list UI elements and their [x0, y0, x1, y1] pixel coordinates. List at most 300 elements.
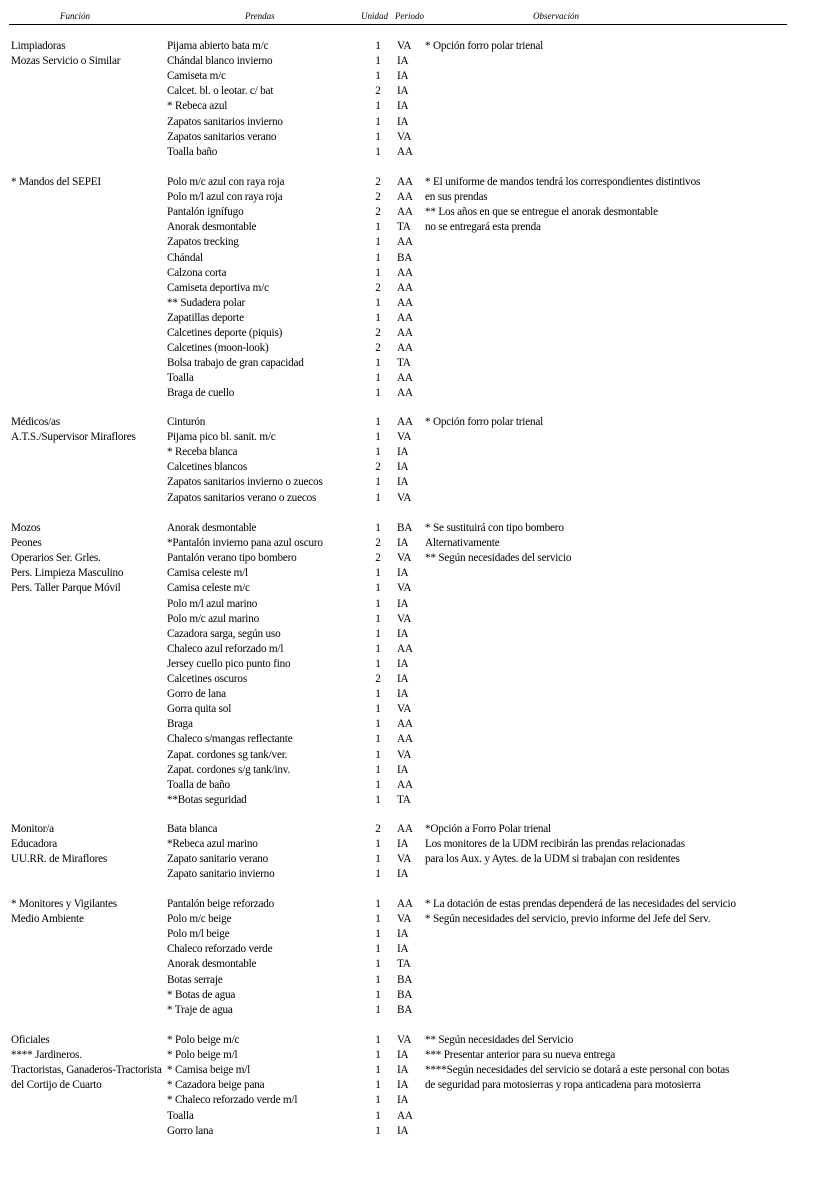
prenda-cell: *Rebeca azul marino	[167, 838, 258, 851]
prenda-cell: Bata blanca	[167, 823, 218, 835]
periodo-cell: IA	[397, 688, 409, 701]
table-row	[0, 39, 816, 54]
funcion-cell: * Mandos del SEPEI	[11, 176, 101, 188]
periodo-cell: VA	[397, 130, 412, 143]
unidad-cell: 1	[375, 567, 381, 580]
periodo-cell: VA	[397, 40, 412, 52]
periodo-cell: AA	[397, 236, 413, 249]
periodo-cell: IA	[397, 70, 409, 83]
periodo-cell: IA	[397, 100, 409, 113]
table-row	[0, 99, 816, 114]
prenda-cell: Polo m/c azul marino	[167, 612, 260, 625]
prenda-cell: Cinturón	[167, 416, 206, 428]
table-row	[0, 687, 816, 702]
table-row	[0, 69, 816, 84]
observacion-cell: * Se sustituirá con tipo bombero	[425, 522, 564, 534]
observacion-cell: * El uniforme de mandos tendrá los correspondientes distintivos	[425, 176, 701, 188]
prenda-cell: * Traje de agua	[167, 1003, 233, 1016]
periodo-cell: AA	[397, 642, 413, 655]
periodo-cell: IA	[397, 1049, 409, 1062]
table-row	[0, 190, 816, 205]
table-row	[0, 54, 816, 69]
prenda-cell: Calzona corta	[167, 266, 227, 279]
prenda-cell: Camiseta deportiva m/c	[167, 281, 269, 294]
unidad-cell: 1	[375, 251, 381, 264]
unidad-cell: 2	[375, 281, 381, 294]
prenda-cell: Pantalón ignífugo	[167, 206, 244, 219]
unidad-cell: 1	[375, 266, 381, 279]
prenda-cell: * Botas de agua	[167, 988, 236, 1001]
prenda-cell: Pantalón beige reforzado	[167, 898, 275, 910]
prenda-cell: Zapatos sanitarios verano	[167, 130, 277, 143]
unidad-cell: 1	[375, 431, 381, 444]
unidad-cell: 1	[375, 868, 381, 881]
prenda-cell: Gorro de lana	[167, 688, 226, 701]
prenda-cell: Calcetines oscuros	[167, 673, 247, 685]
unidad-cell: 1	[375, 733, 381, 746]
periodo-cell: IA	[397, 446, 409, 459]
periodo-cell: IA	[397, 657, 409, 670]
table-row	[0, 430, 816, 445]
funcion-cell: Educadora	[11, 838, 58, 851]
unidad-cell: 1	[375, 778, 381, 791]
prenda-cell: Gorra quita sol	[167, 703, 232, 716]
periodo-cell: VA	[397, 748, 412, 761]
periodo-cell: AA	[397, 266, 413, 279]
prenda-cell: Gorro lana	[167, 1124, 214, 1137]
prenda-cell: Zapatos sanitarios verano o zuecos	[167, 491, 317, 504]
funcion-cell: **** Jardineros.	[11, 1049, 82, 1062]
header-prendas: Prendas	[245, 11, 275, 21]
periodo-cell: IA	[397, 476, 409, 489]
periodo-cell: IA	[397, 461, 409, 474]
unidad-cell: 1	[375, 296, 381, 309]
periodo-cell: VA	[397, 431, 412, 444]
funcion-cell: * Monitores y Vigilantes	[11, 898, 117, 910]
table-row	[0, 341, 816, 356]
periodo-cell: IA	[397, 1094, 409, 1107]
unidad-cell: 2	[375, 176, 381, 188]
observacion-cell: * Opción forro polar trienal	[425, 416, 544, 428]
periodo-cell: IA	[397, 1079, 409, 1092]
observacion-cell: Los monitores de la UDM recibirán las prendas relacionadas	[425, 838, 685, 851]
funcion-cell: Mozas Servicio o Similar	[11, 55, 121, 68]
prenda-cell: Chándal blanco invierno	[167, 55, 273, 68]
unidad-cell: 1	[375, 1064, 381, 1077]
table-row	[0, 837, 816, 852]
table-row	[0, 763, 816, 778]
table-row	[0, 1078, 816, 1093]
prenda-cell: Polo m/l azul con raya roja	[167, 191, 283, 204]
funcion-cell: Oficiales	[11, 1034, 50, 1046]
table-row	[0, 597, 816, 612]
prenda-cell: **Botas seguridad	[167, 793, 247, 806]
observacion-cell: ** Los años en que se entregue el anorak desmontable	[425, 206, 658, 219]
periodo-cell: VA	[397, 853, 412, 866]
prenda-cell: Toalla de baño	[167, 778, 230, 791]
funcion-cell: UU.RR. de Miraflores	[11, 853, 108, 866]
unidad-cell: 1	[375, 988, 381, 1001]
periodo-cell: AA	[397, 296, 413, 309]
table-row	[0, 717, 816, 732]
table-row	[0, 867, 816, 882]
prenda-cell: * Chaleco reforzado verde m/l	[167, 1094, 298, 1107]
prenda-cell: Calcet. bl. o leotar. c/ bat	[167, 85, 274, 98]
unidad-cell: 1	[375, 311, 381, 324]
periodo-cell: VA	[397, 913, 412, 926]
periodo-cell: AA	[397, 327, 413, 339]
table-row	[0, 205, 816, 220]
periodo-cell: AA	[397, 145, 413, 158]
periodo-cell: AA	[397, 191, 413, 204]
table-row	[0, 130, 816, 145]
prenda-cell: Zapatos sanitarios invierno o zuecos	[167, 476, 323, 489]
unidad-cell: 1	[375, 1079, 381, 1092]
observacion-cell: * La dotación de estas prendas dependerá de las necesidades del servicio	[425, 898, 736, 910]
periodo-cell: AA	[397, 372, 413, 385]
prenda-cell: Zapat. cordones s/g tank/inv.	[167, 763, 291, 776]
prenda-cell: Braga de cuello	[167, 387, 235, 400]
periodo-cell: IA	[397, 597, 409, 610]
observacion-cell: ** Según necesidades del servicio	[425, 552, 572, 565]
header-unidad: Unidad	[361, 11, 388, 21]
unidad-cell: 2	[375, 327, 381, 339]
prenda-cell: Zapato sanitario invierno	[167, 868, 275, 881]
unidad-cell: 1	[375, 582, 381, 595]
table-row	[0, 1033, 816, 1048]
periodo-cell: AA	[397, 387, 413, 400]
periodo-cell: IA	[397, 673, 409, 685]
periodo-cell: IA	[397, 115, 409, 128]
unidad-cell: 2	[375, 206, 381, 219]
periodo-cell: AA	[397, 778, 413, 791]
table-row	[0, 1063, 816, 1078]
observacion-cell: Alternativamente	[425, 537, 500, 550]
unidad-cell: 1	[375, 446, 381, 459]
periodo-cell: IA	[397, 55, 409, 68]
funcion-cell: Operarios Ser. Grles.	[11, 552, 101, 565]
periodo-cell: TA	[397, 958, 411, 971]
table-row	[0, 942, 816, 957]
prenda-cell: Chaleco s/mangas reflectante	[167, 733, 293, 746]
unidad-cell: 1	[375, 838, 381, 851]
funcion-cell: del Cortijo de Cuarto	[11, 1079, 102, 1092]
periodo-cell: IA	[397, 1124, 409, 1137]
unidad-cell: 2	[375, 85, 381, 98]
periodo-cell: IA	[397, 1064, 409, 1077]
unidad-cell: 1	[375, 522, 381, 534]
prenda-cell: Calcetines blancos	[167, 461, 247, 474]
table-row	[0, 793, 816, 808]
table-row	[0, 822, 816, 837]
prenda-cell: *Pantalón invierno pana azul oscuro	[167, 537, 323, 550]
prenda-cell: Jersey cuello pico punto fino	[167, 657, 291, 670]
periodo-cell: AA	[397, 1109, 413, 1122]
unidad-cell: 2	[375, 673, 381, 685]
prenda-cell: Calcetines deporte (piquis)	[167, 327, 283, 339]
prenda-cell: Toalla	[167, 372, 194, 385]
header-funcion: Función	[60, 11, 90, 21]
unidad-cell: 1	[375, 130, 381, 143]
unidad-cell: 1	[375, 491, 381, 504]
unidad-cell: 1	[375, 642, 381, 655]
unidad-cell: 1	[375, 476, 381, 489]
periodo-cell: AA	[397, 281, 413, 294]
unidad-cell: 2	[375, 191, 381, 204]
table-row	[0, 897, 816, 912]
table-row	[0, 415, 816, 430]
prenda-cell: Zapatos trecking	[167, 236, 239, 249]
prenda-cell: Chándal	[167, 251, 203, 264]
table-row	[0, 460, 816, 475]
prenda-cell: Polo m/l azul marino	[167, 597, 258, 610]
table-row	[0, 220, 816, 235]
observacion-cell: ** Según necesidades del Servicio	[425, 1034, 574, 1046]
table-row	[0, 251, 816, 266]
table-row	[0, 115, 816, 130]
unidad-cell: 1	[375, 70, 381, 83]
observacion-cell: ****Según necesidades del servicio se dotará a este personal con botas	[425, 1064, 730, 1077]
periodo-cell: IA	[397, 928, 409, 941]
table-row	[0, 1124, 816, 1139]
prenda-cell: Zapatillas deporte	[167, 311, 244, 324]
table-row	[0, 1093, 816, 1108]
unidad-cell: 1	[375, 763, 381, 776]
prenda-cell: Anorak desmontable	[167, 522, 257, 534]
unidad-cell: 1	[375, 973, 381, 986]
unidad-cell: 1	[375, 40, 381, 52]
prenda-cell: Camisa celeste m/l	[167, 567, 248, 580]
periodo-cell: IA	[397, 537, 409, 550]
observacion-cell: * Opción forro polar trienal	[425, 40, 544, 52]
prenda-cell: Camisa celeste m/c	[167, 582, 250, 595]
unidad-cell: 1	[375, 703, 381, 716]
table-row	[0, 957, 816, 972]
prenda-cell: Anorak desmontable	[167, 221, 257, 234]
periodo-cell: BA	[397, 973, 413, 986]
unidad-cell: 1	[375, 853, 381, 866]
periodo-cell: IA	[397, 85, 409, 98]
unidad-cell: 2	[375, 823, 381, 835]
prenda-cell: * Polo beige m/c	[167, 1034, 240, 1046]
table-row	[0, 175, 816, 190]
periodo-cell: BA	[397, 988, 413, 1001]
unidad-cell: 1	[375, 793, 381, 806]
table-row	[0, 266, 816, 281]
funcion-cell: Peones	[11, 537, 42, 550]
table-row	[0, 672, 816, 687]
table-row	[0, 386, 816, 401]
unidad-cell: 1	[375, 1049, 381, 1062]
table-row	[0, 657, 816, 672]
header-observacion: Observación	[533, 11, 579, 21]
prenda-cell: * Rebeca azul	[167, 100, 228, 113]
periodo-cell: IA	[397, 627, 409, 640]
unidad-cell: 1	[375, 913, 381, 926]
table-row	[0, 748, 816, 763]
periodo-cell: VA	[397, 1034, 412, 1046]
table-row	[0, 326, 816, 341]
prenda-cell: Chaleco reforzado verde	[167, 943, 273, 956]
unidad-cell: 1	[375, 372, 381, 385]
unidad-cell: 1	[375, 236, 381, 249]
prenda-cell: Botas serraje	[167, 973, 223, 986]
funcion-cell: Monitor/a	[11, 823, 54, 835]
observacion-cell: en sus prendas	[425, 191, 488, 204]
unidad-cell: 1	[375, 1034, 381, 1046]
unidad-cell: 1	[375, 718, 381, 731]
periodo-cell: AA	[397, 898, 413, 910]
unidad-cell: 1	[375, 1094, 381, 1107]
prenda-cell: Pijama abierto bata m/c	[167, 40, 269, 52]
unidad-cell: 1	[375, 928, 381, 941]
periodo-cell: AA	[397, 311, 413, 324]
periodo-cell: AA	[397, 342, 413, 355]
prenda-cell: Polo m/c beige	[167, 913, 232, 926]
periodo-cell: AA	[397, 416, 413, 428]
prenda-cell: ** Sudadera polar	[167, 296, 245, 309]
prenda-cell: Polo m/c azul con raya roja	[167, 176, 285, 188]
unidad-cell: 1	[375, 612, 381, 625]
prenda-cell: Zapato sanitario verano	[167, 853, 269, 866]
prenda-cell: Zapatos sanitarios invierno	[167, 115, 283, 128]
prenda-cell: * Camisa beige m/l	[167, 1064, 251, 1077]
unidad-cell: 1	[375, 898, 381, 910]
periodo-cell: TA	[397, 357, 411, 370]
funcion-cell: A.T.S./Supervisor Miraflores	[11, 431, 136, 444]
table-row	[0, 445, 816, 460]
unidad-cell: 1	[375, 958, 381, 971]
table-row	[0, 852, 816, 867]
unidad-cell: 1	[375, 221, 381, 234]
periodo-cell: VA	[397, 491, 412, 504]
periodo-cell: AA	[397, 206, 413, 219]
header-periodo: Periodo	[395, 11, 424, 21]
periodo-cell: AA	[397, 176, 413, 188]
unidad-cell: 1	[375, 115, 381, 128]
table-row	[0, 927, 816, 942]
table-row	[0, 235, 816, 250]
unidad-cell: 1	[375, 357, 381, 370]
table-row	[0, 581, 816, 596]
funcion-cell: Limpiadoras	[11, 40, 66, 52]
table-row	[0, 732, 816, 747]
table-row	[0, 491, 816, 506]
periodo-cell: VA	[397, 703, 412, 716]
periodo-cell: AA	[397, 823, 413, 835]
periodo-cell: AA	[397, 733, 413, 746]
table-row	[0, 1003, 816, 1018]
periodo-cell: IA	[397, 567, 409, 580]
prenda-cell: Toalla	[167, 1109, 194, 1122]
prenda-cell: * Cazadora beige pana	[167, 1079, 265, 1092]
periodo-cell: IA	[397, 838, 409, 851]
prenda-cell: Pijama pico bl. sanit. m/c	[167, 431, 276, 444]
prenda-cell: Camiseta m/c	[167, 70, 226, 83]
table-row	[0, 973, 816, 988]
observacion-cell: no se entregará esta prenda	[425, 221, 541, 234]
prenda-cell: Zapat. cordones sg tank/ver.	[167, 748, 288, 761]
unidad-cell: 1	[375, 597, 381, 610]
observacion-cell: para los Aux. y Aytes. de la UDM si trabajan con residentes	[425, 853, 680, 866]
unidad-cell: 1	[375, 100, 381, 113]
periodo-cell: IA	[397, 868, 409, 881]
prenda-cell: Polo m/l beige	[167, 928, 230, 941]
funcion-cell: Tractoristas, Ganaderos-Tractorista	[11, 1064, 162, 1077]
funcion-cell: Mozos	[11, 522, 41, 534]
table-row	[0, 1048, 816, 1063]
funcion-cell: Pers. Taller Parque Móvil	[11, 582, 121, 595]
header-rule	[9, 24, 787, 25]
unidad-cell: 2	[375, 537, 381, 550]
unidad-cell: 1	[375, 416, 381, 428]
table-row	[0, 475, 816, 490]
periodo-cell: VA	[397, 552, 412, 565]
prenda-cell: Cazadora sarga, según uso	[167, 627, 281, 640]
unidad-cell: 1	[375, 1109, 381, 1122]
unidad-cell: 1	[375, 627, 381, 640]
periodo-cell: VA	[397, 582, 412, 595]
table-row	[0, 778, 816, 793]
periodo-cell: IA	[397, 943, 409, 956]
table-row	[0, 566, 816, 581]
observacion-cell: *Opción a Forro Polar trienal	[425, 823, 551, 835]
unidad-cell: 1	[375, 1003, 381, 1016]
prenda-cell: Chaleco azul reforzado m/l	[167, 642, 284, 655]
table-row	[0, 296, 816, 311]
unidad-cell: 1	[375, 943, 381, 956]
table-row	[0, 356, 816, 371]
periodo-cell: BA	[397, 1003, 413, 1016]
observacion-cell: *** Presentar anterior para su nueva entrega	[425, 1049, 616, 1062]
unidad-cell: 2	[375, 461, 381, 474]
unidad-cell: 1	[375, 387, 381, 400]
observacion-cell: * Según necesidades del servicio, previo informe del Jefe del Serv.	[425, 913, 711, 926]
table-row	[0, 84, 816, 99]
table-row	[0, 311, 816, 326]
prenda-cell: Calcetines (moon-look)	[167, 342, 269, 355]
unidad-cell: 1	[375, 748, 381, 761]
table-row	[0, 536, 816, 551]
table-row	[0, 988, 816, 1003]
periodo-cell: TA	[397, 793, 411, 806]
prenda-cell: Bolsa trabajo de gran capacidad	[167, 357, 304, 370]
unidad-cell: 1	[375, 1124, 381, 1137]
unidad-cell: 1	[375, 657, 381, 670]
unidad-cell: 2	[375, 552, 381, 565]
prenda-cell: * Receba blanca	[167, 446, 238, 459]
table-row	[0, 145, 816, 160]
observacion-cell: de seguridad para motosierras y ropa anticadena para motosierra	[425, 1079, 701, 1092]
periodo-cell: BA	[397, 522, 413, 534]
table-row	[0, 642, 816, 657]
prenda-cell: Toalla baño	[167, 145, 218, 158]
prenda-cell: * Polo beige m/l	[167, 1049, 238, 1062]
table-row	[0, 281, 816, 296]
funcion-cell: Medio Ambiente	[11, 913, 84, 926]
periodo-cell: TA	[397, 221, 411, 234]
periodo-cell: AA	[397, 718, 413, 731]
table-row	[0, 612, 816, 627]
periodo-cell: VA	[397, 612, 412, 625]
unidad-cell: 1	[375, 145, 381, 158]
table-row	[0, 551, 816, 566]
unidad-cell: 2	[375, 342, 381, 355]
table-row	[0, 702, 816, 717]
periodo-cell: IA	[397, 763, 409, 776]
table-row	[0, 912, 816, 927]
prenda-cell: Braga	[167, 718, 193, 731]
